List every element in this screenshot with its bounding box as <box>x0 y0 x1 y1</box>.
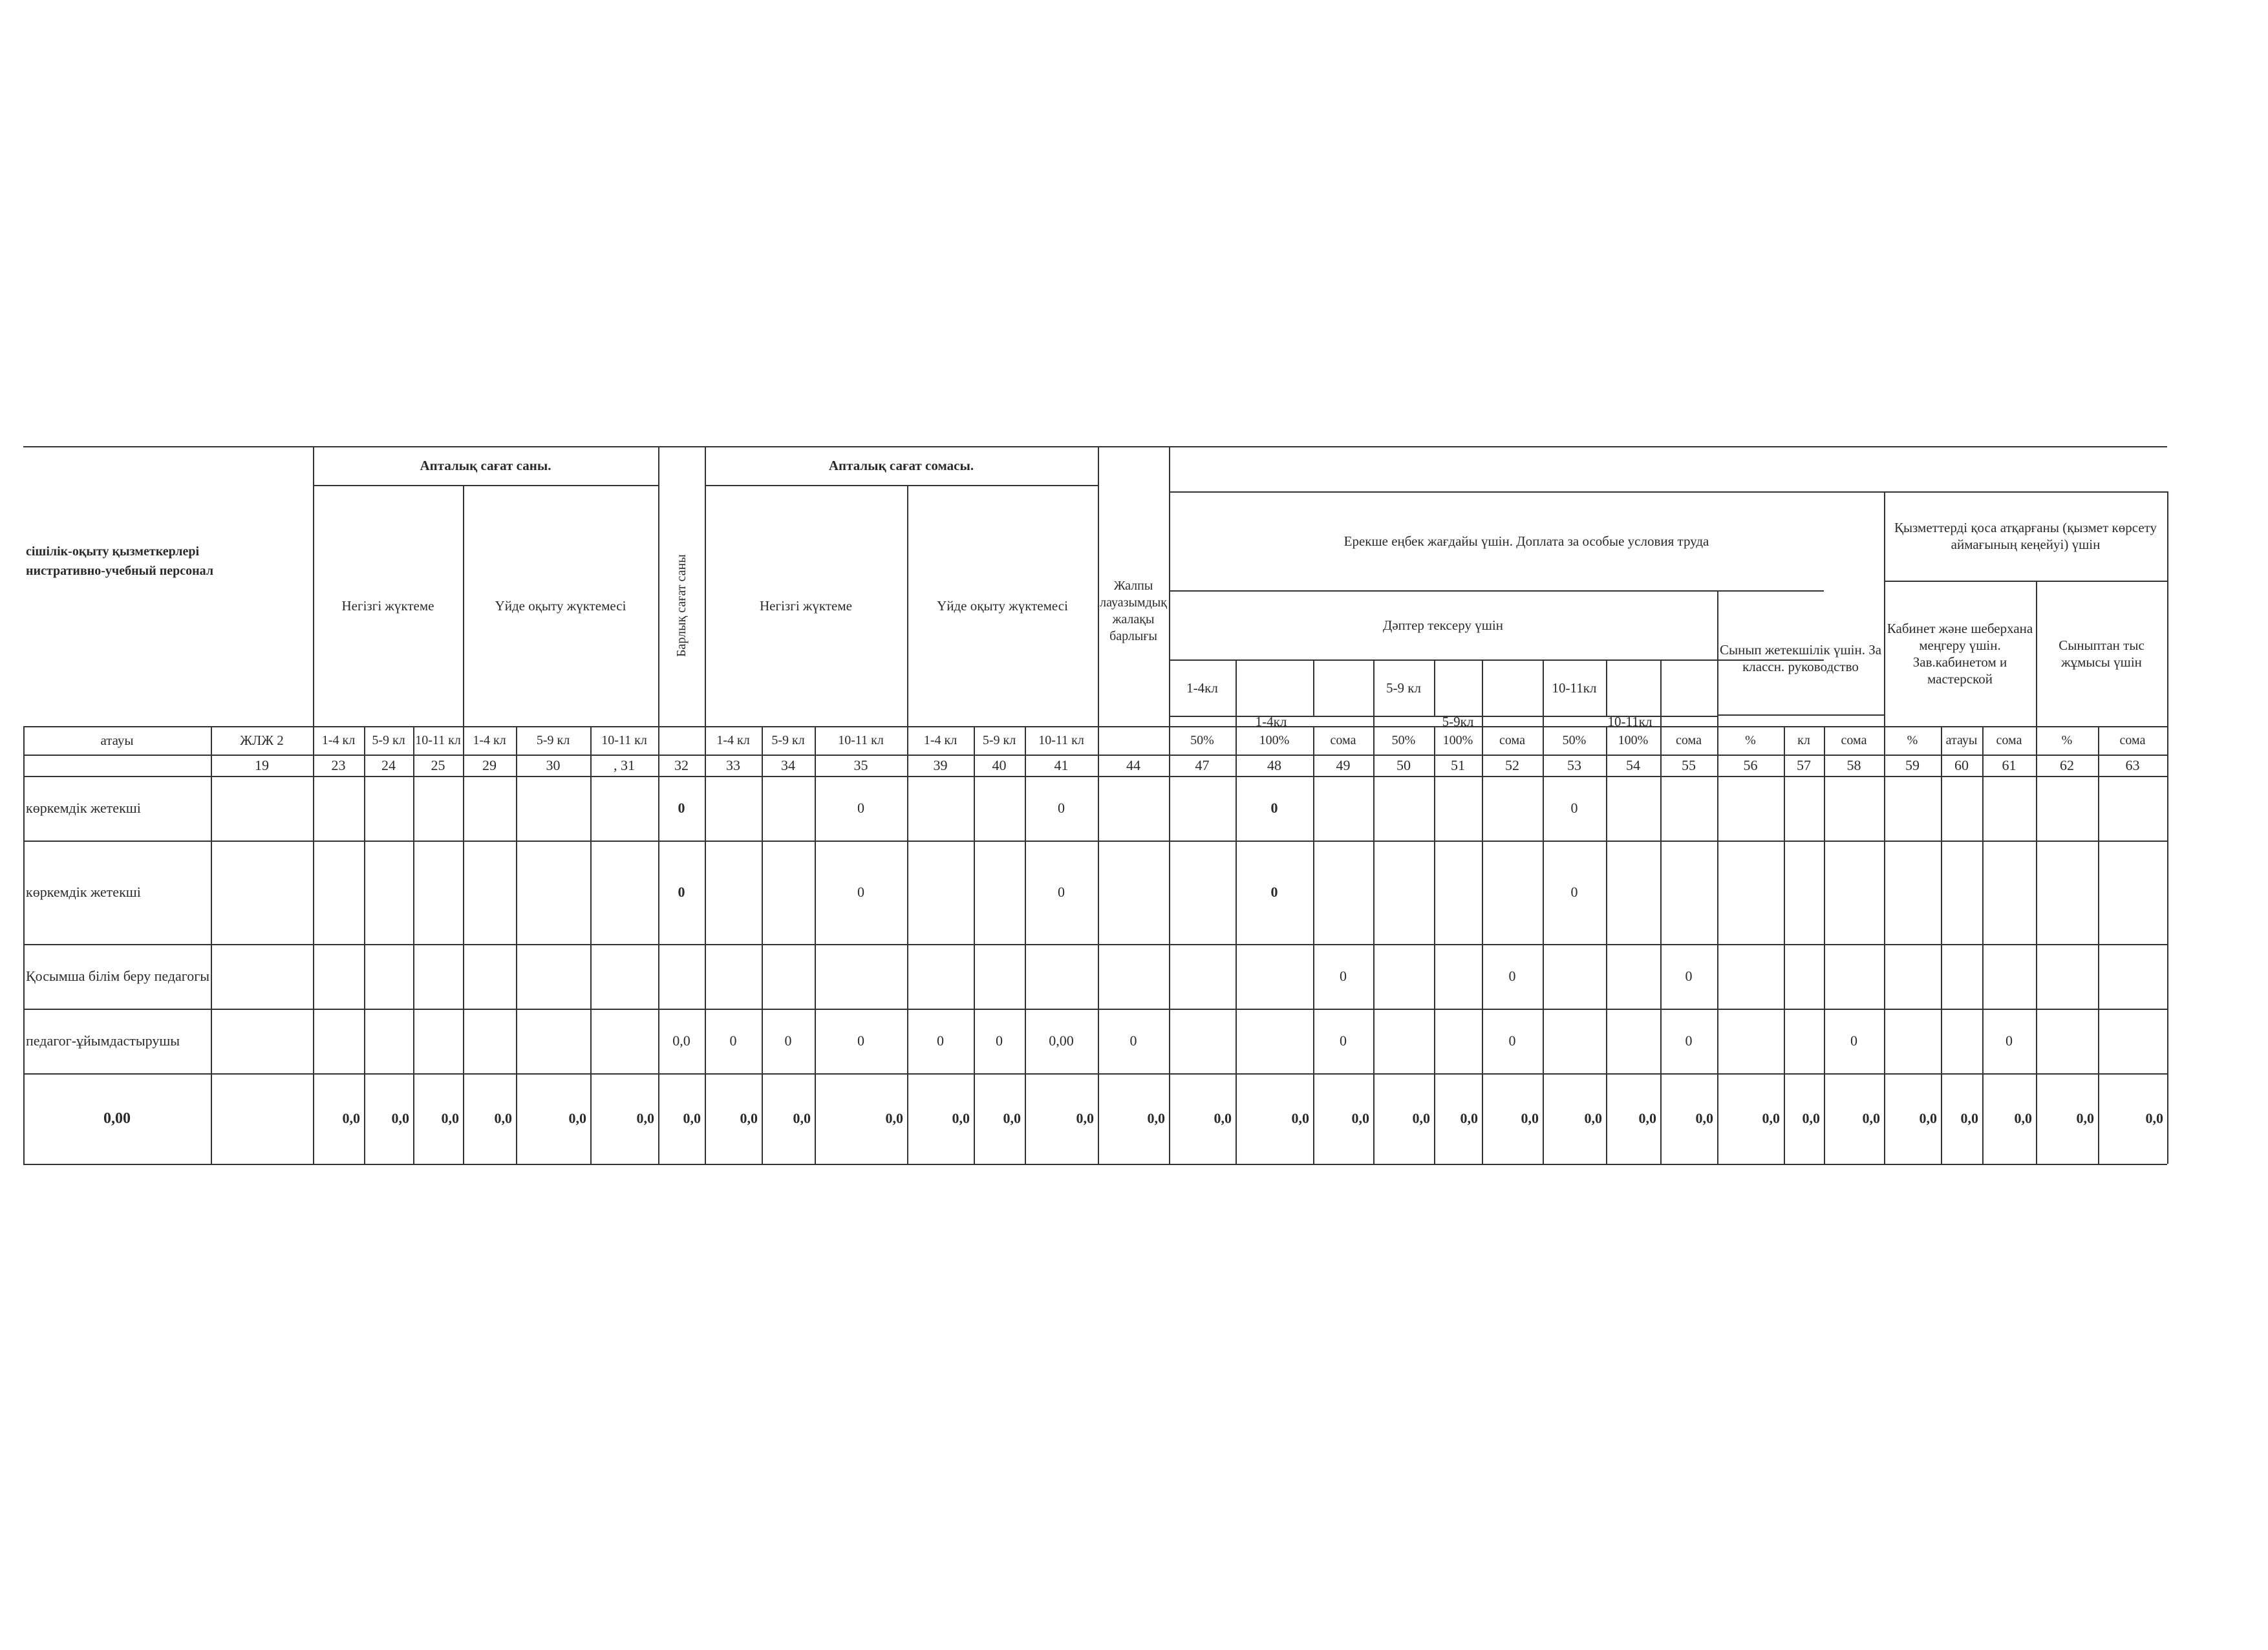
total-cell: 0,0 <box>1862 1110 1880 1126</box>
extracurricular-header: Сыныптан тыс жұмысы үшін <box>2059 637 2145 670</box>
column-number: 51 <box>1451 756 1465 773</box>
column-number: 23 <box>331 756 346 773</box>
column-label: сома <box>1330 733 1356 747</box>
salary-total-header: Жалпы лауазымдық жалақы барлығы <box>1100 579 1167 643</box>
total-cell: 0,0 <box>1214 1110 1232 1126</box>
total-cell: 0,0 <box>793 1110 811 1126</box>
column-number: 59 <box>1905 756 1920 773</box>
row-cell: 0 <box>784 1033 792 1049</box>
column-label: сома <box>2119 733 2146 747</box>
column-label: 100% <box>1618 733 1649 747</box>
sub-header-5-9: 5-9 кл <box>1386 680 1421 696</box>
column-number: 50 <box>1396 756 1411 773</box>
group-header-1-4: 1-4кл <box>1255 714 1287 729</box>
home-load-sum-header: Үйде оқыту жүктемесі <box>937 597 1068 614</box>
totals-label: 0,00 <box>103 1110 131 1127</box>
column-number: 54 <box>1626 756 1640 773</box>
staff-group-title: сішілік-оқыту қызметкерлері <box>26 544 200 559</box>
total-hours-header: Барлық сағат саны <box>674 554 689 657</box>
column-label: 1-4 кл <box>473 733 506 747</box>
row-cell: 0 <box>857 884 864 900</box>
column-number: 52 <box>1505 756 1519 773</box>
column-number: 19 <box>255 756 269 773</box>
column-label: 5-9 кл <box>372 733 405 747</box>
row-cell: 0 <box>1270 800 1278 816</box>
row-cell: 0 <box>1129 1033 1137 1049</box>
column-label: 5-9 кл <box>982 733 1016 747</box>
total-cell: 0,0 <box>1919 1110 1937 1126</box>
column-label: 5-9 кл <box>771 733 805 747</box>
grade-column-header: ЖЛЖ 2 <box>240 733 284 748</box>
column-number: 30 <box>546 756 561 773</box>
column-label: сома <box>1996 733 2022 747</box>
row-cell: 0 <box>678 884 685 900</box>
column-number: 57 <box>1797 756 1811 773</box>
column-number: 62 <box>2060 756 2074 773</box>
column-number: 25 <box>431 756 445 773</box>
column-number: 55 <box>1682 756 1696 773</box>
total-cell: 0,0 <box>1003 1110 1021 1126</box>
row-name: Қосымша білім беру педагогы <box>26 968 210 984</box>
row-cell: 0 <box>1850 1033 1857 1049</box>
column-label: 10-11 кл <box>1038 733 1084 747</box>
column-label: 1-4 кл <box>923 733 957 747</box>
total-cell: 0,0 <box>1147 1110 1165 1126</box>
column-number: 53 <box>1567 756 1581 773</box>
column-label: 50% <box>1391 733 1416 747</box>
column-number: 34 <box>781 756 795 773</box>
name-column-header: атауы <box>100 733 134 748</box>
total-cell: 0,0 <box>2076 1110 2094 1126</box>
row-cell: 0 <box>996 1033 1003 1049</box>
row-cell: 0 <box>2006 1033 2013 1049</box>
total-cell: 0,0 <box>2014 1110 2032 1126</box>
total-cell: 0,0 <box>391 1110 409 1126</box>
total-cell: 0,0 <box>1960 1110 1978 1126</box>
row-cell: 0,00 <box>1049 1033 1074 1049</box>
total-cell: 0,0 <box>1521 1110 1539 1126</box>
column-label: % <box>1907 733 1918 747</box>
row-cell: 0 <box>1685 1033 1693 1049</box>
row-name: педагог-ұйымдастырушы <box>26 1033 180 1049</box>
column-number: 40 <box>992 756 1007 773</box>
row-cell: 0 <box>1685 968 1693 984</box>
total-cell: 0,0 <box>952 1110 970 1126</box>
total-cell: 0,0 <box>1076 1110 1094 1126</box>
row-cell: 0 <box>1508 1033 1516 1049</box>
total-cell: 0,0 <box>1351 1110 1369 1126</box>
total-cell: 0,0 <box>1802 1110 1820 1126</box>
column-number: 32 <box>674 756 689 773</box>
row-cell: 0 <box>729 1033 737 1049</box>
column-label: 10-11 кл <box>415 733 461 747</box>
column-label: 100% <box>1259 733 1290 747</box>
column-label: 50% <box>1562 733 1587 747</box>
sub-header-1-4: 1-4кл <box>1186 680 1218 696</box>
column-number: , 31 <box>614 756 635 773</box>
column-number: 39 <box>933 756 948 773</box>
sub-header-10-11: 10-11кл <box>1552 680 1597 696</box>
column-label: % <box>2061 733 2073 747</box>
total-cell: 0,0 <box>1584 1110 1602 1126</box>
column-number: 60 <box>1954 756 1969 773</box>
total-cell: 0,0 <box>740 1110 758 1126</box>
column-number: 41 <box>1054 756 1069 773</box>
total-cell: 0,0 <box>683 1110 701 1126</box>
column-number: 29 <box>482 756 497 773</box>
row-cell: 0 <box>1340 1033 1347 1049</box>
total-cell: 0,0 <box>494 1110 512 1126</box>
total-cell: 0,0 <box>1762 1110 1780 1126</box>
row-cell: 0,0 <box>672 1033 690 1049</box>
total-cell: 0,0 <box>1695 1110 1713 1126</box>
total-cell: 0,0 <box>2145 1110 2163 1126</box>
total-cell: 0,0 <box>636 1110 654 1126</box>
total-cell: 0,0 <box>1412 1110 1430 1126</box>
salary-table <box>23 446 2189 1164</box>
staff-group-subtitle: нистративно-учебный персонал <box>26 564 214 578</box>
special-conditions-header: Ерекше еңбек жағдайы үшін. Доплата за особые условия труда <box>1343 533 1709 549</box>
class-leadership-header: Сынып жетекшілік үшін. За классн. руководство <box>1719 642 1882 674</box>
column-number: 61 <box>2002 756 2017 773</box>
total-cell: 0,0 <box>568 1110 586 1126</box>
row-cell: 0 <box>1508 968 1516 984</box>
total-cell: 0,0 <box>1460 1110 1478 1126</box>
combining-header: Қызметтерді қоса атқарғаны (қызмет көрсету аймағының кеңейуі) үшін <box>1894 520 2157 552</box>
row-cell: 0 <box>1570 800 1578 816</box>
column-label: сома <box>1841 733 1867 747</box>
column-label: атауы <box>1945 733 1978 747</box>
column-label: 10-11 кл <box>601 733 647 747</box>
home-load-header: Үйде оқыту жүктемесі <box>495 597 626 614</box>
row-cell: 0 <box>678 800 685 816</box>
weekly-hours-header: Апталық сағат саны. <box>420 458 551 473</box>
column-label: сома <box>1676 733 1702 747</box>
column-label: 100% <box>1442 733 1473 747</box>
total-cell: 0,0 <box>441 1110 459 1126</box>
row-cell: 0 <box>1058 800 1065 816</box>
column-number: 24 <box>381 756 396 773</box>
column-number: 44 <box>1126 756 1140 773</box>
main-load-sum-header: Негізгі жүктеме <box>760 597 852 614</box>
column-label: 1-4 кл <box>321 733 356 747</box>
column-number: 35 <box>853 756 868 773</box>
column-label: 50% <box>1190 733 1214 747</box>
column-label: кл <box>1797 733 1810 747</box>
group-header-10-11: 10-11кл <box>1607 714 1653 729</box>
column-number: 49 <box>1336 756 1351 773</box>
row-cell: 0 <box>1058 884 1065 900</box>
column-label: сома <box>1499 733 1525 747</box>
column-number: 33 <box>726 756 740 773</box>
column-label: 1-4 кл <box>716 733 750 747</box>
main-load-header: Негізгі жүктеме <box>341 597 434 614</box>
total-cell: 0,0 <box>885 1110 903 1126</box>
column-label: 10-11 кл <box>838 733 884 747</box>
column-number: 47 <box>1195 756 1210 773</box>
column-number: 63 <box>2125 756 2140 773</box>
cabinet-header: Кабинет және шеберхана меңгеру үшін. Зав.кабинетом и мастерской <box>1887 620 2033 687</box>
weekly-sum-header: Апталық сағат сомасы. <box>828 458 974 473</box>
row-cell: 0 <box>857 800 864 816</box>
row-cell: 0 <box>1340 968 1347 984</box>
row-cell: 0 <box>857 1033 864 1049</box>
row-name: көркемдік жетекші <box>26 884 141 900</box>
column-label: % <box>1745 733 1756 747</box>
row-cell: 0 <box>1570 884 1578 900</box>
notebook-check-header: Дәптер тексеру үшін <box>1383 617 1503 633</box>
column-number: 56 <box>1743 756 1758 773</box>
column-number: 58 <box>1846 756 1861 773</box>
total-cell: 0,0 <box>342 1110 360 1126</box>
column-label: 5-9 кл <box>536 733 570 747</box>
row-cell: 0 <box>937 1033 944 1049</box>
row-cell: 0 <box>1270 884 1278 900</box>
group-header-5-9: 5-9кл <box>1442 714 1474 729</box>
row-name: көркемдік жетекші <box>26 800 141 816</box>
total-cell: 0,0 <box>1291 1110 1309 1126</box>
total-cell: 0,0 <box>1638 1110 1656 1126</box>
column-number: 48 <box>1267 756 1281 773</box>
